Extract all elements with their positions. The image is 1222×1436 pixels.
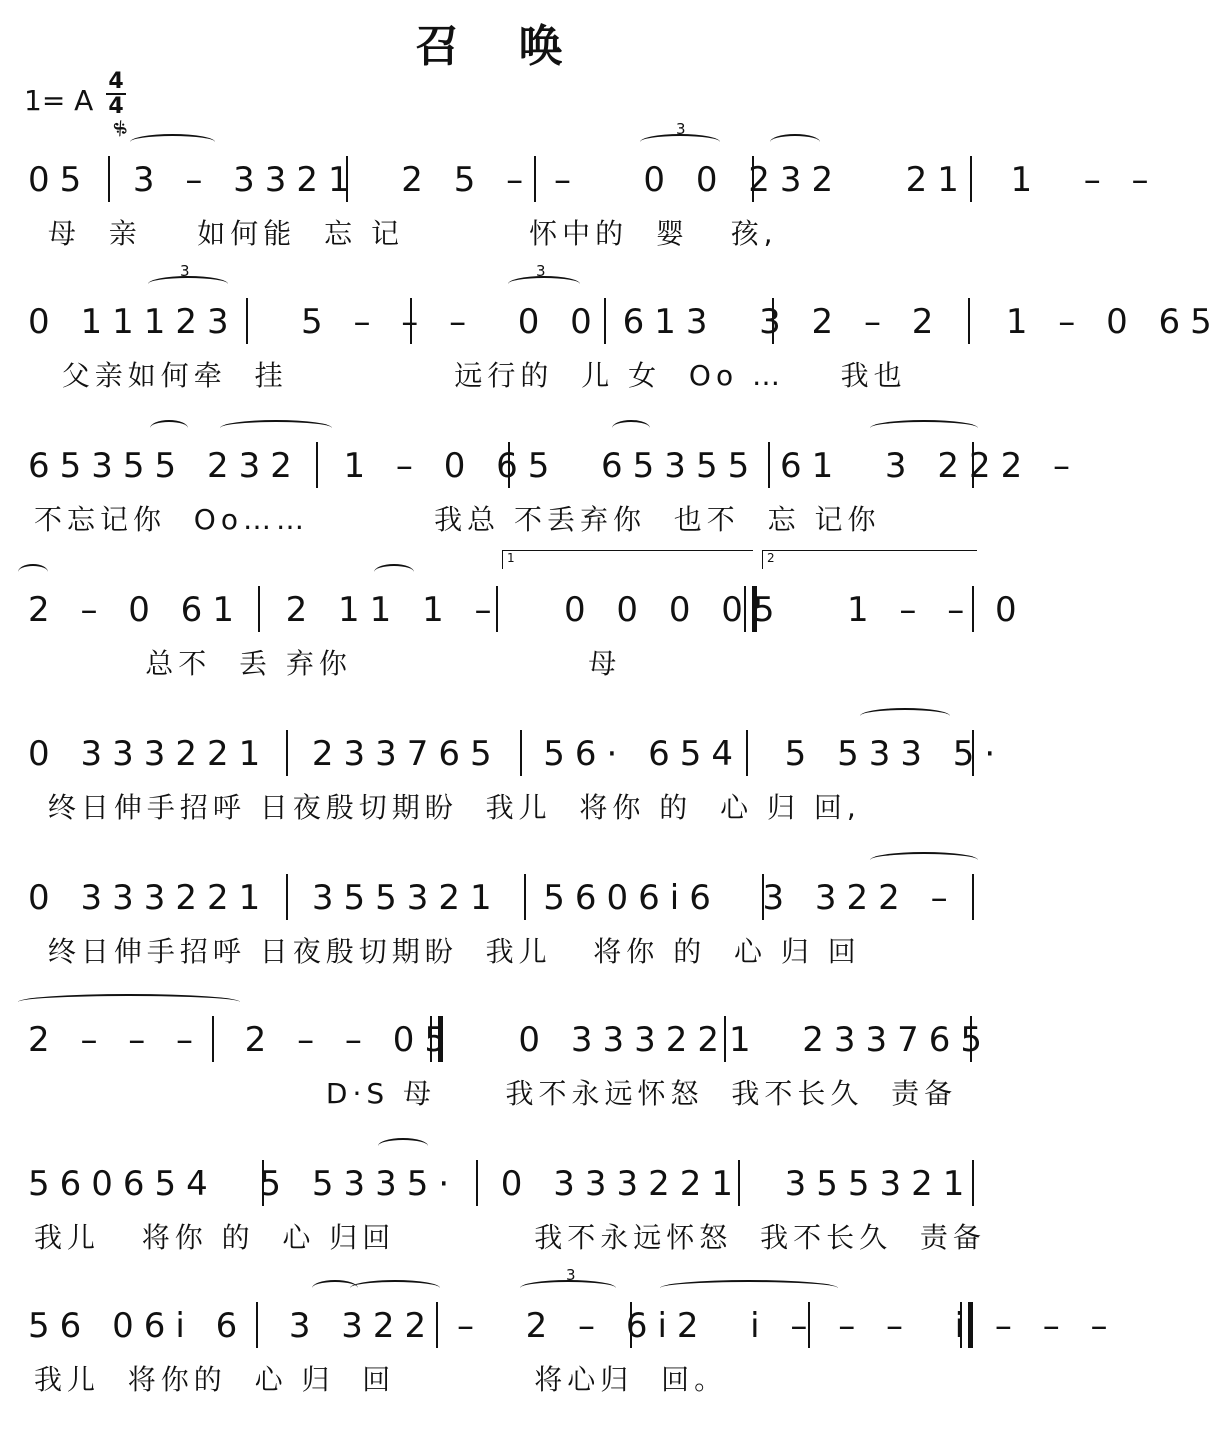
slur bbox=[378, 1138, 428, 1154]
barline bbox=[768, 442, 770, 488]
slur bbox=[220, 420, 332, 436]
notes-row-7: 2 – – – 2 – – 05 0 333221 233765 bbox=[28, 1020, 993, 1060]
score-row-8 bbox=[0, 1154, 1000, 1294]
slur bbox=[374, 564, 414, 580]
barline bbox=[524, 874, 526, 920]
barline bbox=[808, 1302, 810, 1348]
score-row-4 bbox=[0, 551, 1027, 720]
barline bbox=[972, 874, 974, 920]
second-ending-bracket: 2 bbox=[762, 550, 977, 569]
barline bbox=[970, 156, 972, 202]
triplet-mark: 3 bbox=[566, 1266, 576, 1284]
barline bbox=[436, 1302, 438, 1348]
barline bbox=[212, 1016, 214, 1062]
time-signature bbox=[104, 70, 128, 118]
score-row-5 bbox=[0, 724, 1006, 864]
barline bbox=[534, 156, 536, 202]
barline bbox=[520, 730, 522, 776]
barline bbox=[108, 156, 110, 202]
barline bbox=[972, 730, 974, 776]
notes-row-6: 0 333221 355321 5606i6 3 322 – bbox=[28, 878, 958, 918]
score-row-9 bbox=[0, 1266, 1118, 1436]
barline bbox=[496, 586, 498, 632]
repeat-barline bbox=[744, 586, 757, 632]
barline bbox=[972, 442, 974, 488]
barline bbox=[246, 298, 248, 344]
barline bbox=[630, 1302, 632, 1348]
key-signature: 1= A bbox=[24, 84, 94, 117]
slur bbox=[130, 134, 215, 150]
time-signature-bottom: 4 bbox=[108, 94, 124, 119]
barline bbox=[746, 730, 748, 776]
slur bbox=[612, 420, 650, 436]
final-barline bbox=[960, 1302, 973, 1348]
slur bbox=[150, 420, 188, 436]
barline bbox=[772, 298, 774, 344]
lyrics-row-8: 我儿 将你 的 心 归回 我不永远怀怒 我不长久 责备 bbox=[34, 1221, 986, 1254]
segno-sign: 𝄋 bbox=[108, 113, 134, 145]
notes-row-3: 65355 232 1 – 0 65 65355 61 3 222 – bbox=[28, 446, 1081, 486]
notes-row-5: 0 333221 233765 56· 654 5 533 5· bbox=[28, 734, 1006, 774]
notes-row-8: 560654 5 5335· 0 333221 355321 bbox=[28, 1164, 975, 1204]
lyrics-row-1: 母 亲 如何能 忘 记 怀中的 婴 孩, bbox=[34, 217, 778, 250]
triplet-mark: 3 bbox=[536, 262, 546, 280]
barline bbox=[346, 156, 348, 202]
barline bbox=[738, 1160, 740, 1206]
barline bbox=[972, 1160, 974, 1206]
notes-row-1: 05 3 – 3321 2 5 – – 0 0 232 21 1 – – bbox=[28, 160, 1159, 200]
score-row-7 bbox=[0, 1010, 1000, 1150]
barline bbox=[968, 298, 970, 344]
repeat-barline bbox=[430, 1016, 443, 1062]
score-row-2 bbox=[0, 262, 1222, 432]
barline bbox=[762, 874, 764, 920]
barline bbox=[256, 1302, 258, 1348]
slur bbox=[660, 1280, 838, 1296]
slur bbox=[770, 134, 820, 150]
notes-row-2: 0 11123 5 – – – 0 0 613 3 2 – 2 1 – 0 65 bbox=[28, 302, 1222, 342]
lyrics-row-5: 终日伸手招呼 日夜殷切期盼 我儿 将你 的 心 归 回, bbox=[34, 791, 861, 824]
lyrics-row-9: 我儿 将你的 心 归 回 将心归 回。 bbox=[34, 1363, 728, 1396]
barline bbox=[286, 730, 288, 776]
time-signature-top: 4 bbox=[108, 69, 124, 94]
lyrics-row-3: 不忘记你 Oo…… 我总 不丢弃你 也不 忘 记你 bbox=[34, 503, 881, 536]
lyrics-row-4: 总不 丢 弃你 母 bbox=[34, 647, 622, 680]
triplet-mark: 3 bbox=[676, 120, 686, 138]
barline bbox=[972, 586, 974, 632]
slur bbox=[870, 852, 978, 868]
slur bbox=[870, 420, 978, 436]
barline bbox=[476, 1160, 478, 1206]
barline bbox=[752, 156, 754, 202]
notes-row-4: 2 – 0 61 2 11 1 – 0 0 0 05 1 – – 0 bbox=[28, 590, 1027, 630]
barline bbox=[262, 1160, 264, 1206]
barline bbox=[604, 298, 606, 344]
slur bbox=[18, 994, 240, 1010]
score-row-6 bbox=[0, 868, 1000, 1008]
barline bbox=[286, 874, 288, 920]
barline bbox=[410, 298, 412, 344]
slur bbox=[18, 564, 48, 580]
page-title: 召 唤 bbox=[415, 21, 585, 72]
lyrics-row-7: D·S 母 我不永远怀怒 我不长久 责备 bbox=[34, 1077, 958, 1110]
notes-row-9: 56 06i 6 3 322 – 2 – 6i2 i – – – i – – – bbox=[28, 1306, 1118, 1346]
score-row-1 bbox=[0, 120, 1159, 290]
barline bbox=[970, 1016, 972, 1062]
barline bbox=[508, 442, 510, 488]
lyrics-row-2: 父亲如何牵 挂 远行的 儿 女 Oo … 我也 bbox=[34, 359, 907, 392]
barline bbox=[316, 442, 318, 488]
lyrics-row-6: 终日伸手招呼 日夜殷切期盼 我儿 将你 的 心 归 回 bbox=[34, 935, 861, 968]
first-ending-bracket: 1 bbox=[502, 550, 753, 569]
slur bbox=[350, 1280, 440, 1296]
slur bbox=[860, 708, 950, 724]
barline bbox=[724, 1016, 726, 1062]
triplet-mark: 3 bbox=[180, 262, 190, 280]
barline bbox=[258, 586, 260, 632]
